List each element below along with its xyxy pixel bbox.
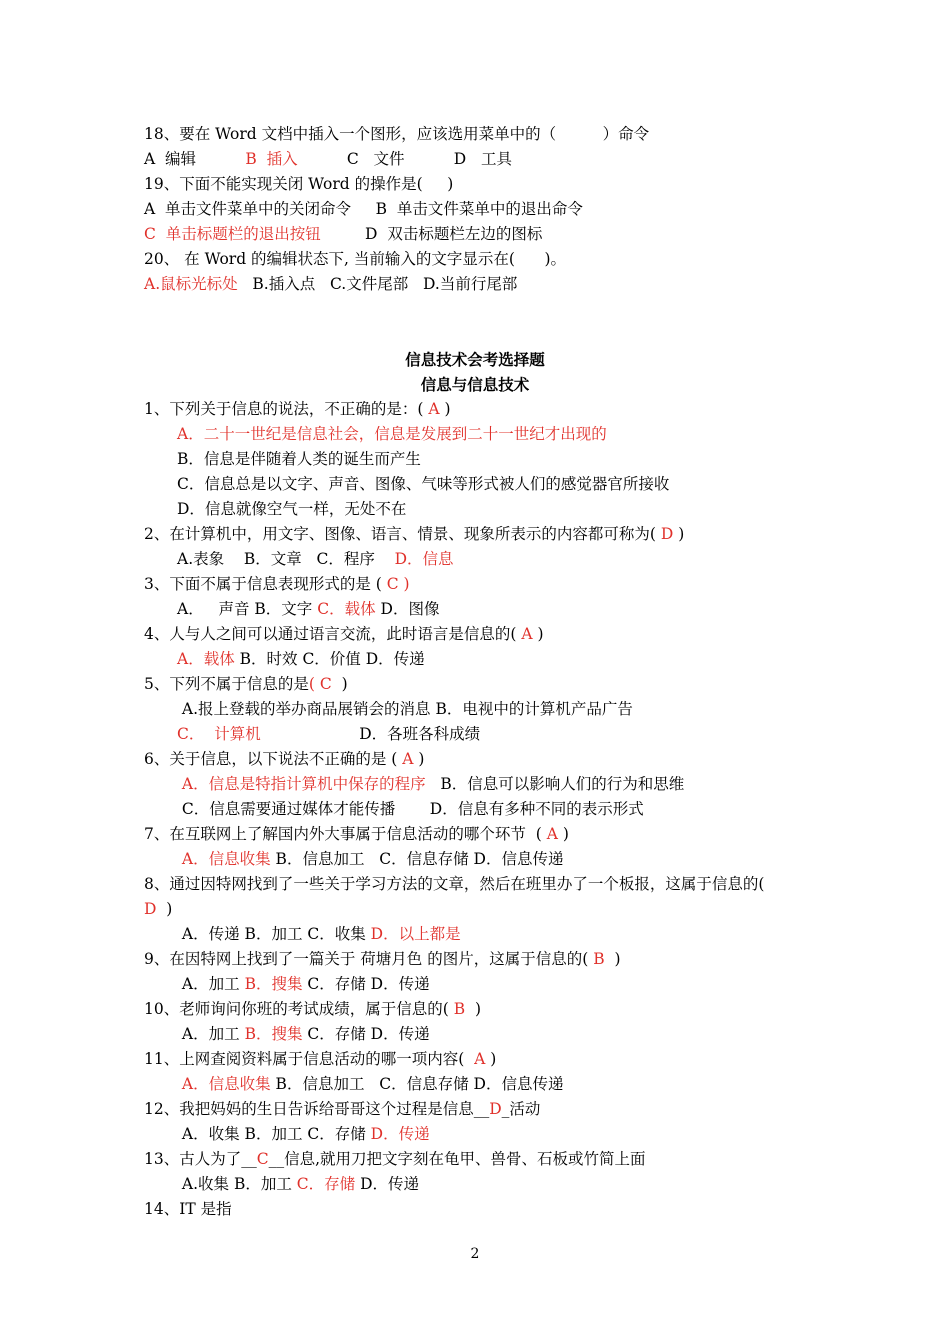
section-subtitle: 信息与信息技术 xyxy=(420,375,530,394)
q18-options: A 编辑 B 插入 C 文件 D 工具 xyxy=(144,150,512,168)
q2-options: A.表象 B．文章 C．程序 D．信息 xyxy=(177,550,454,568)
q20-text: 20、 在 Word 的编辑状态下, 当前输入的文字显示在( )。 xyxy=(144,250,567,268)
q9-text: 9、在因特网上找到了一篇关于 荷塘月色 的图片，这属于信息的( B ) xyxy=(144,950,621,968)
q4-text: 4、人与人之间可以通过语言交流，此时语言是信息的( A ) xyxy=(144,625,544,643)
q1-option-a: A．二十一世纪是信息社会，信息是发展到二十一世纪才出现的 xyxy=(177,425,607,443)
q14-text: 14、IT 是指 xyxy=(144,1200,232,1218)
q19-options-cd: C 单击标题栏的退出按钮 D 双击标题栏左边的图标 xyxy=(144,225,543,243)
q3-text: 3、下面不属于信息表现形式的是 ( C ) xyxy=(144,575,410,593)
q19-options-ab: A 单击文件菜单中的关闭命令 B 单击文件菜单中的退出命令 xyxy=(144,200,583,218)
q9-options: A．加工 B．搜集 C．存储 D．传递 xyxy=(177,975,430,993)
q10-text: 10、老师询问你班的考试成绩，属于信息的( B ) xyxy=(144,1000,481,1018)
q13-options: A.收集 B．加工 C．存储 D．传递 xyxy=(177,1175,420,1193)
q1-text: 1、下列关于信息的说法，不正确的是：( A ) xyxy=(144,400,451,418)
q5-options-cd: C． 计算机 D．各班各科成绩 xyxy=(177,725,481,743)
q1-option-d: D．信息就像空气一样，无处不在 xyxy=(177,500,407,518)
q5-text: 5、下列不属于信息的是( C ) xyxy=(144,675,348,693)
q12-text: 12、我把妈妈的生日告诉给哥哥这个过程是信息__D_活动 xyxy=(144,1100,541,1118)
q5-options-ab: A.报上登载的举办商品展销会的消息 B．电视中的计算机产品广告 xyxy=(177,700,633,718)
q8-text: 8、通过因特网找到了一些关于学习方法的文章，然后在班里办了一个板报，这属于信息的( xyxy=(144,875,765,893)
q11-options: A．信息收集 B．信息加工 C．信息存储 D．信息传递 xyxy=(177,1075,564,1093)
q18-text: 18、要在 Word 文档中插入一个图形，应该选用菜单中的（ ）命令 xyxy=(144,125,650,143)
q1-option-b: B．信息是伴随着人类的诞生而产生 xyxy=(177,450,421,468)
q11-text: 11、上网查阅资料属于信息活动的哪一项内容( A ) xyxy=(144,1050,497,1068)
q3-options: A． 声音 B．文字 C．载体 D．图像 xyxy=(177,600,440,618)
q10-options: A．加工 B．搜集 C．存储 D．传递 xyxy=(177,1025,430,1043)
q6-text: 6、关于信息，以下说法不正确的是 ( A ) xyxy=(144,750,425,768)
q19-text: 19、下面不能实现关闭 Word 的操作是( ) xyxy=(144,175,454,193)
section-title: 信息技术会考选择题 xyxy=(405,350,545,369)
q7-options: A．信息收集 B．信息加工 C．信息存储 D．信息传递 xyxy=(177,850,564,868)
q13-text: 13、古人为了__C__信息,就用刀把文字刻在龟甲、兽骨、石板或竹简上面 xyxy=(144,1150,646,1168)
q6-options-cd: C．信息需要通过媒体才能传播 D．信息有多种不同的表示形式 xyxy=(177,800,644,818)
q20-options: A.鼠标光标处 B.插入点 C.文件尾部 D.当前行尾部 xyxy=(144,275,518,293)
q12-options: A．收集 B．加工 C．存储 D．传递 xyxy=(177,1125,430,1143)
q7-text: 7、在互联网上了解国内外大事属于信息活动的哪个环节 ( A ) xyxy=(144,825,569,843)
q8-options: A．传递 B．加工 C．收集 D．以上都是 xyxy=(177,925,461,943)
q6-options-ab: A．信息是特指计算机中保存的程序 B．信息可以影响人们的行为和思维 xyxy=(177,775,685,793)
q1-option-c: C．信息总是以文字、声音、图像、气味等形式被人们的感觉器官所接收 xyxy=(177,475,670,493)
q2-text: 2、在计算机中，用文字、图像、语言、情景、现象所表示的内容都可称为( D ) xyxy=(144,525,685,543)
q4-options: A．载体 B．时效 C．价值 D．传递 xyxy=(177,650,425,668)
q8-answer: D ) xyxy=(144,900,173,918)
page-number: 2 xyxy=(470,1246,480,1262)
